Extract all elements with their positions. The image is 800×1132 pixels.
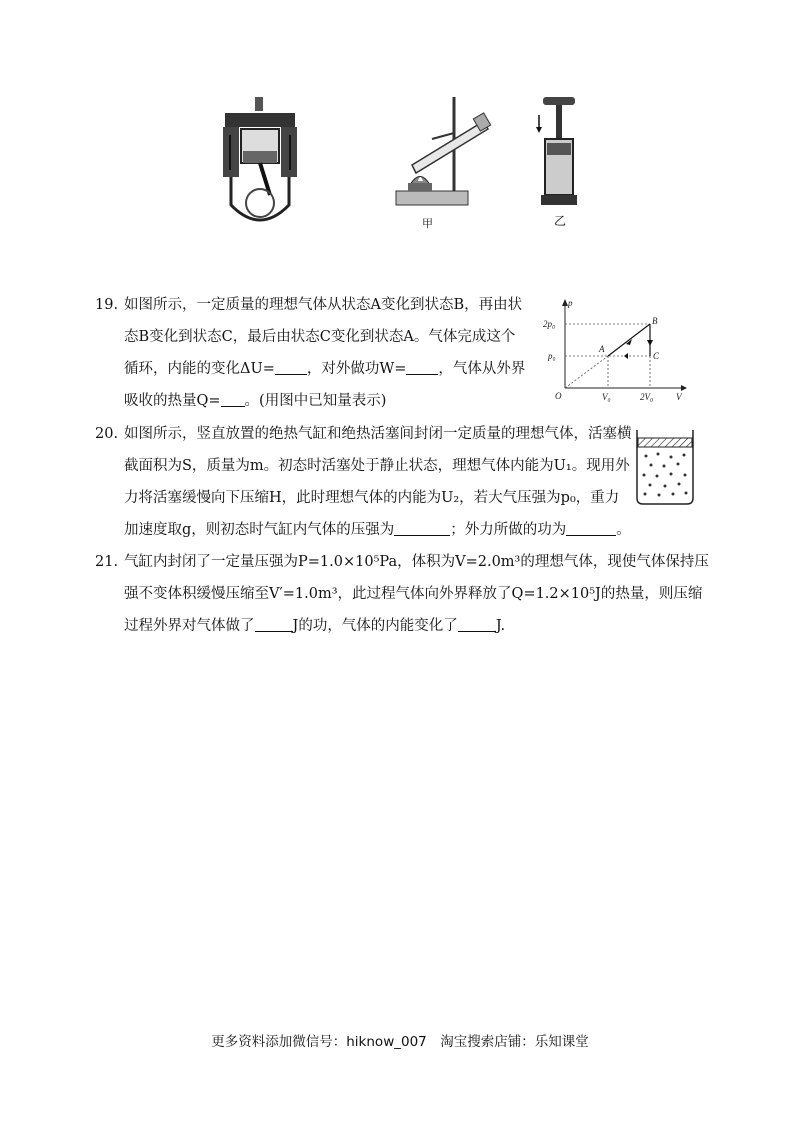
pv-graph: [540, 296, 690, 406]
pump-figure: [533, 95, 588, 210]
footer-text: 更多资料添加微信号：hiknow_007 淘宝搜索店铺：乐知课堂: [211, 1034, 589, 1050]
figure-yi-label: 乙: [554, 214, 567, 228]
pv-axis-v: V: [676, 392, 682, 402]
pv-tick-v0: V₀: [602, 392, 611, 402]
q19-line3c: ，气体从外界: [438, 361, 526, 377]
q20-line4a: 加速度取g，则初态时气缸内气体的压强为: [124, 522, 395, 538]
engine-figure: [215, 95, 305, 230]
q21-line1: 气缸内封闭了一定量压强为P=1.0×10⁵Pa，体积为V=2.0m³的理想气体，现使气体保持压: [124, 554, 709, 570]
q20-line4: [124, 516, 631, 544]
q20-line3: 力将活塞缓慢向下压缩H，此时理想气体的内能为U₂，若大气压强为p₀，重力: [124, 490, 620, 506]
q19-line4a: 吸收的热量Q=: [124, 393, 221, 409]
q21-blank-energy[interactable]: [458, 617, 496, 632]
figure-jia-label: 甲: [422, 217, 433, 230]
q20-line4c: 。: [616, 522, 631, 538]
q19-blank-w[interactable]: [406, 360, 438, 375]
q20-blank-pressure[interactable]: [394, 521, 450, 536]
pv-origin: O: [555, 391, 562, 401]
pv-point-a: A: [599, 344, 605, 354]
cylinder-figure: [634, 428, 696, 508]
q21-number: 21.: [95, 554, 119, 570]
q19-line4b: 。(用图中已知量表示): [244, 393, 387, 409]
q21-blank-work[interactable]: [255, 617, 293, 632]
q21-line2: 强不变体积缓慢压缩至V′=1.0m³，此过程气体向外界释放了Q=1.2×10⁵J的热量，则压缩: [124, 586, 703, 602]
q21-line3c: J.: [495, 618, 506, 634]
q19-blank-q[interactable]: [221, 392, 245, 407]
q20-line4b: ；外力所做的功为: [450, 522, 567, 538]
q21-line3a: 过程外界对气体做了: [124, 618, 255, 634]
test-tube-stand-figure: [392, 93, 492, 218]
pv-tick-2p0: 2p₀: [543, 319, 556, 329]
q19-line3: [124, 355, 525, 383]
pv-axis-p: p: [568, 298, 573, 308]
q20-blank-work[interactable]: [566, 521, 616, 536]
pv-point-c: C: [653, 351, 660, 361]
q19-line1: 如图所示，一定质量的理想气体从状态A变化到状态B，再由状: [124, 297, 523, 313]
q21-line3b: J的功，气体的内能变化了: [292, 618, 458, 634]
q20-number: 20.: [95, 426, 119, 442]
q20-line1: 如图所示，竖直放置的绝热气缸和绝热活塞间封闭一定质量的理想气体，活塞横: [124, 426, 632, 442]
q19-line3a: 循环，内能的变化ΔU=: [124, 361, 275, 377]
q21-line3: [124, 612, 505, 640]
q19-line2: 态B变化到状态C，最后由状态C变化到状态A。气体完成这个: [124, 329, 516, 345]
pv-tick-p0: p₀: [548, 351, 556, 361]
pv-tick-2v0: 2V₀: [640, 392, 654, 402]
q19-line4: [124, 387, 386, 415]
q19-number: 19.: [95, 297, 119, 313]
q19-blank-du[interactable]: [275, 360, 307, 375]
pv-point-b: B: [652, 316, 658, 326]
q19-line3b: ，对外做功W=: [306, 361, 407, 377]
q20-line2: 截面积为S，质量为m。初态时活塞处于静止状态，理想气体内能为U₁。现用外: [124, 458, 630, 474]
